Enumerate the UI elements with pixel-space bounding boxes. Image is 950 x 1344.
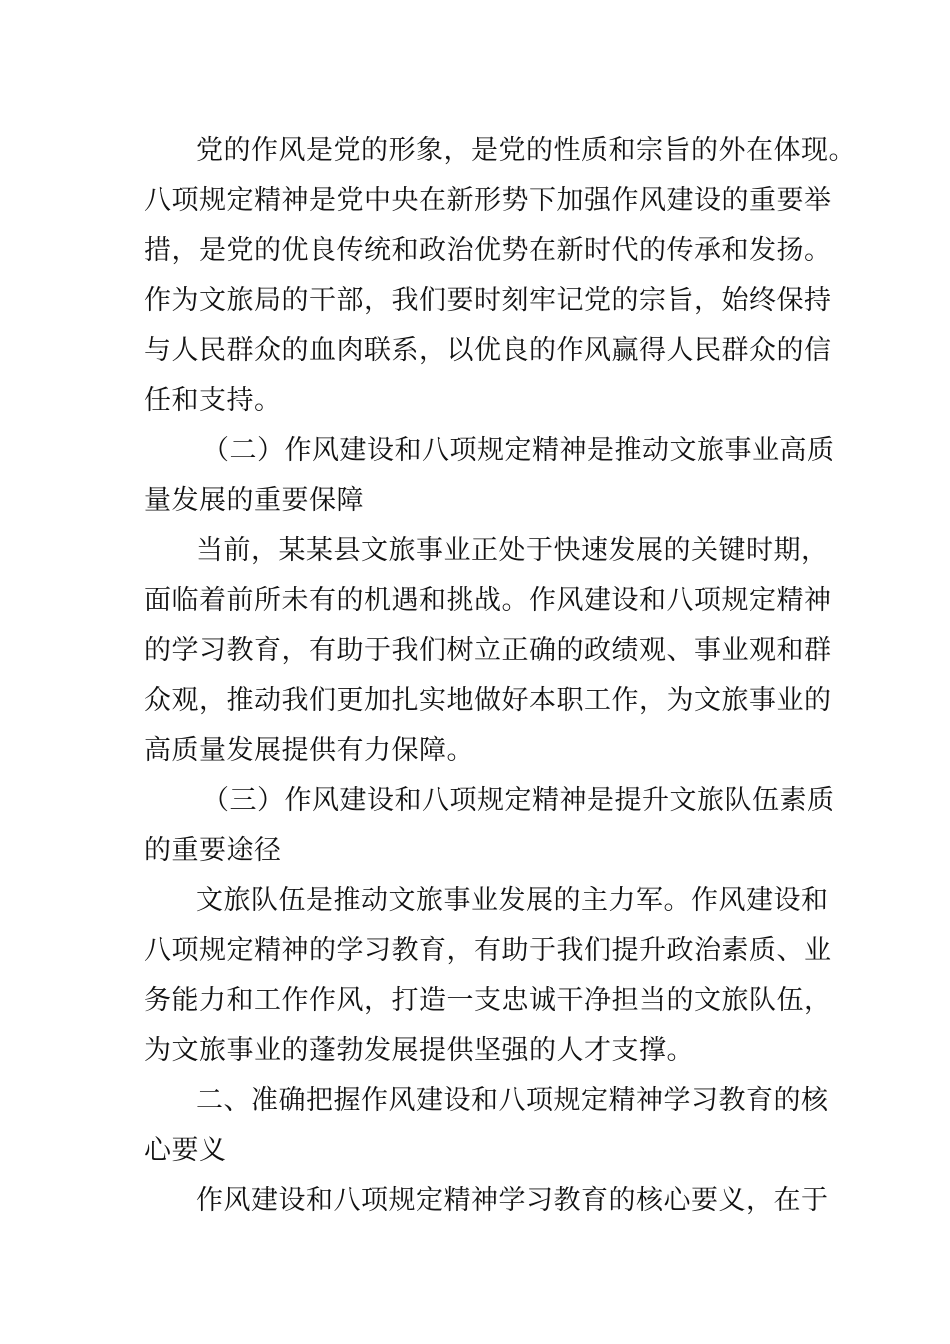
paragraph-line: 文旅队伍是推动文旅事业发展的主力军。作风建设和 (196, 885, 829, 916)
paragraph-line: 的学习教育，有助于我们树立正确的政绩观、事业观和群 (144, 635, 832, 666)
paragraph-line: 当前，某某县文旅事业正处于快速发展的关键时期， (196, 535, 829, 566)
paragraph-line: 与人民群众的血肉联系，以优良的作风赢得人民群众的信 (144, 335, 832, 366)
section-heading: （三）作风建设和八项规定精神是提升文旅队伍素质 (202, 785, 835, 816)
paragraph-line: 众观，推动我们更加扎实地做好本职工作，为文旅事业的 (144, 685, 832, 716)
paragraph-line: 为文旅事业的蓬勃发展提供坚强的人才支撑。 (144, 1035, 694, 1066)
paragraph-line: 任和支持。 (144, 385, 282, 416)
section-heading: （二）作风建设和八项规定精神是推动文旅事业高质 (202, 435, 835, 466)
section-heading: 的重要途径 (144, 835, 282, 866)
paragraph-line: 面临着前所未有的机遇和挑战。作风建设和八项规定精神 (144, 585, 832, 616)
paragraph-line: 务能力和工作作风，打造一支忠诚干净担当的文旅队伍， (144, 985, 832, 1016)
paragraph-line: 高质量发展提供有力保障。 (144, 735, 474, 766)
paragraph-line: 八项规定精神是党中央在新形势下加强作风建设的重要举 (144, 185, 832, 216)
section-heading: 量发展的重要保障 (144, 485, 364, 516)
paragraph-line: 作风建设和八项规定精神学习教育的核心要义，在于 (196, 1185, 829, 1216)
section-heading: 心要义 (144, 1135, 227, 1166)
paragraph-line: 措，是党的优良传统和政治优势在新时代的传承和发扬。 (144, 235, 832, 266)
section-heading: 二、准确把握作风建设和八项规定精神学习教育的核 (196, 1085, 829, 1116)
paragraph-line: 党的作风是党的形象，是党的性质和宗旨的外在体现。 (196, 135, 856, 166)
paragraph-line: 作为文旅局的干部，我们要时刻牢记党的宗旨，始终保持 (144, 285, 832, 316)
paragraph-line: 八项规定精神的学习教育，有助于我们提升政治素质、业 (144, 935, 832, 966)
document-body (144, 126, 856, 1226)
